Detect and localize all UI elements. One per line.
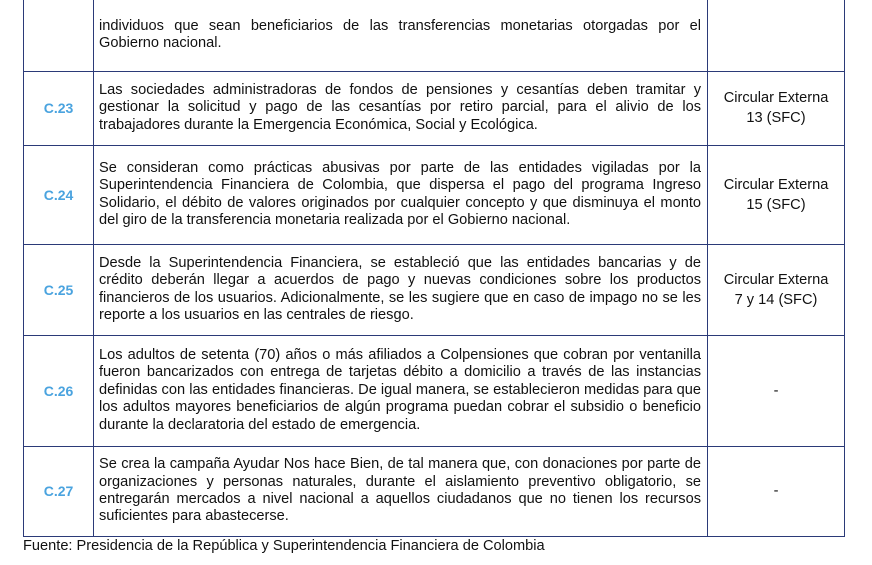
measure-description: Las sociedades administradoras de fondos de pensiones y cesantías deben tramitar y gestionar la solicitud y pago de las cesantías por retiro parcial, para el alivio de los trabajadores durante la Emergencia Económica, Social y Ecológica.	[94, 71, 708, 145]
source-line-1: -	[773, 483, 779, 499]
measure-source	[708, 446, 845, 536]
table-row	[24, 446, 845, 536]
source-line-1: -	[773, 382, 779, 399]
measure-code: C.26	[24, 335, 94, 446]
measure-source	[708, 0, 845, 71]
measure-code	[24, 0, 94, 71]
measure-description: Desde la Superintendencia Financiera, se estableció que las entidades bancarias y de crédito deberán llegar a acuerdos de pago y nuevas condiciones sobre los productos financieros de los usuarios. Adicionalmente, se les sugiere que en caso de impago no se les reporte a los usuarios en las centrales de riesgo.	[94, 244, 708, 335]
measure-source	[708, 244, 845, 335]
source-line-1: Circular Externa	[723, 90, 829, 106]
source-line-2: 15 (SFC)	[746, 196, 806, 213]
measure-code: C.24	[24, 145, 94, 244]
source-footnote: Fuente: Presidencia de la República y Superintendencia Financiera de Colombia	[23, 538, 545, 554]
measure-source	[708, 71, 845, 145]
table-row	[24, 0, 845, 71]
measure-code: C.23	[24, 71, 94, 145]
source-line-1: Circular Externa	[723, 271, 829, 288]
measure-code: C.25	[24, 244, 94, 335]
table-row	[24, 145, 845, 244]
source-line-1: Circular Externa	[723, 176, 829, 193]
table-row	[24, 335, 845, 446]
measure-description: individuos que sean beneficiarios de las transferencias monetarias otorgadas por el Gobierno nacional.	[94, 0, 708, 71]
table-row	[24, 71, 845, 145]
measure-code: C.27	[24, 446, 94, 536]
measure-description: Se crea la campaña Ayudar Nos hace Bien, de tal manera que, con donaciones por parte de organizaciones y personas naturales, durante el aislamiento preventivo obligatorio, se entregarán mercados a nivel nacional a aquellos ciudadanos que no tienen los recursos suficientes para abastecerse.	[94, 446, 708, 536]
measures-table	[23, 0, 845, 537]
measure-source	[708, 145, 845, 244]
source-line-2: 7 y 14 (SFC)	[734, 291, 818, 308]
measure-description: Se consideran como prácticas abusivas por parte de las entidades vigiladas por la Superintendencia Financiera de Colombia, que dispersa el pago del programa Ingreso Solidario, el débito de valores originados por cualquier concepto y que disminuya el monto del giro de la transferencia monetaria realizada por el Gobierno nacional.	[94, 145, 708, 244]
measure-description: Los adultos de setenta (70) años o más afiliados a Colpensiones que cobran por ventanilla fueron bancarizados con entrega de tarjetas débito a domicilio a través de las instancias definidas con las entidades financieras. De igual manera, se establecieron medidas para que los adultos mayores beneficiarios de algún programa puedan cobrar el subsidio o beneficio durante la declaratoria del estado de emergencia.	[94, 335, 708, 446]
table-row	[24, 244, 845, 335]
source-line-2: 13 (SFC)	[746, 110, 806, 126]
measure-source	[708, 335, 845, 446]
